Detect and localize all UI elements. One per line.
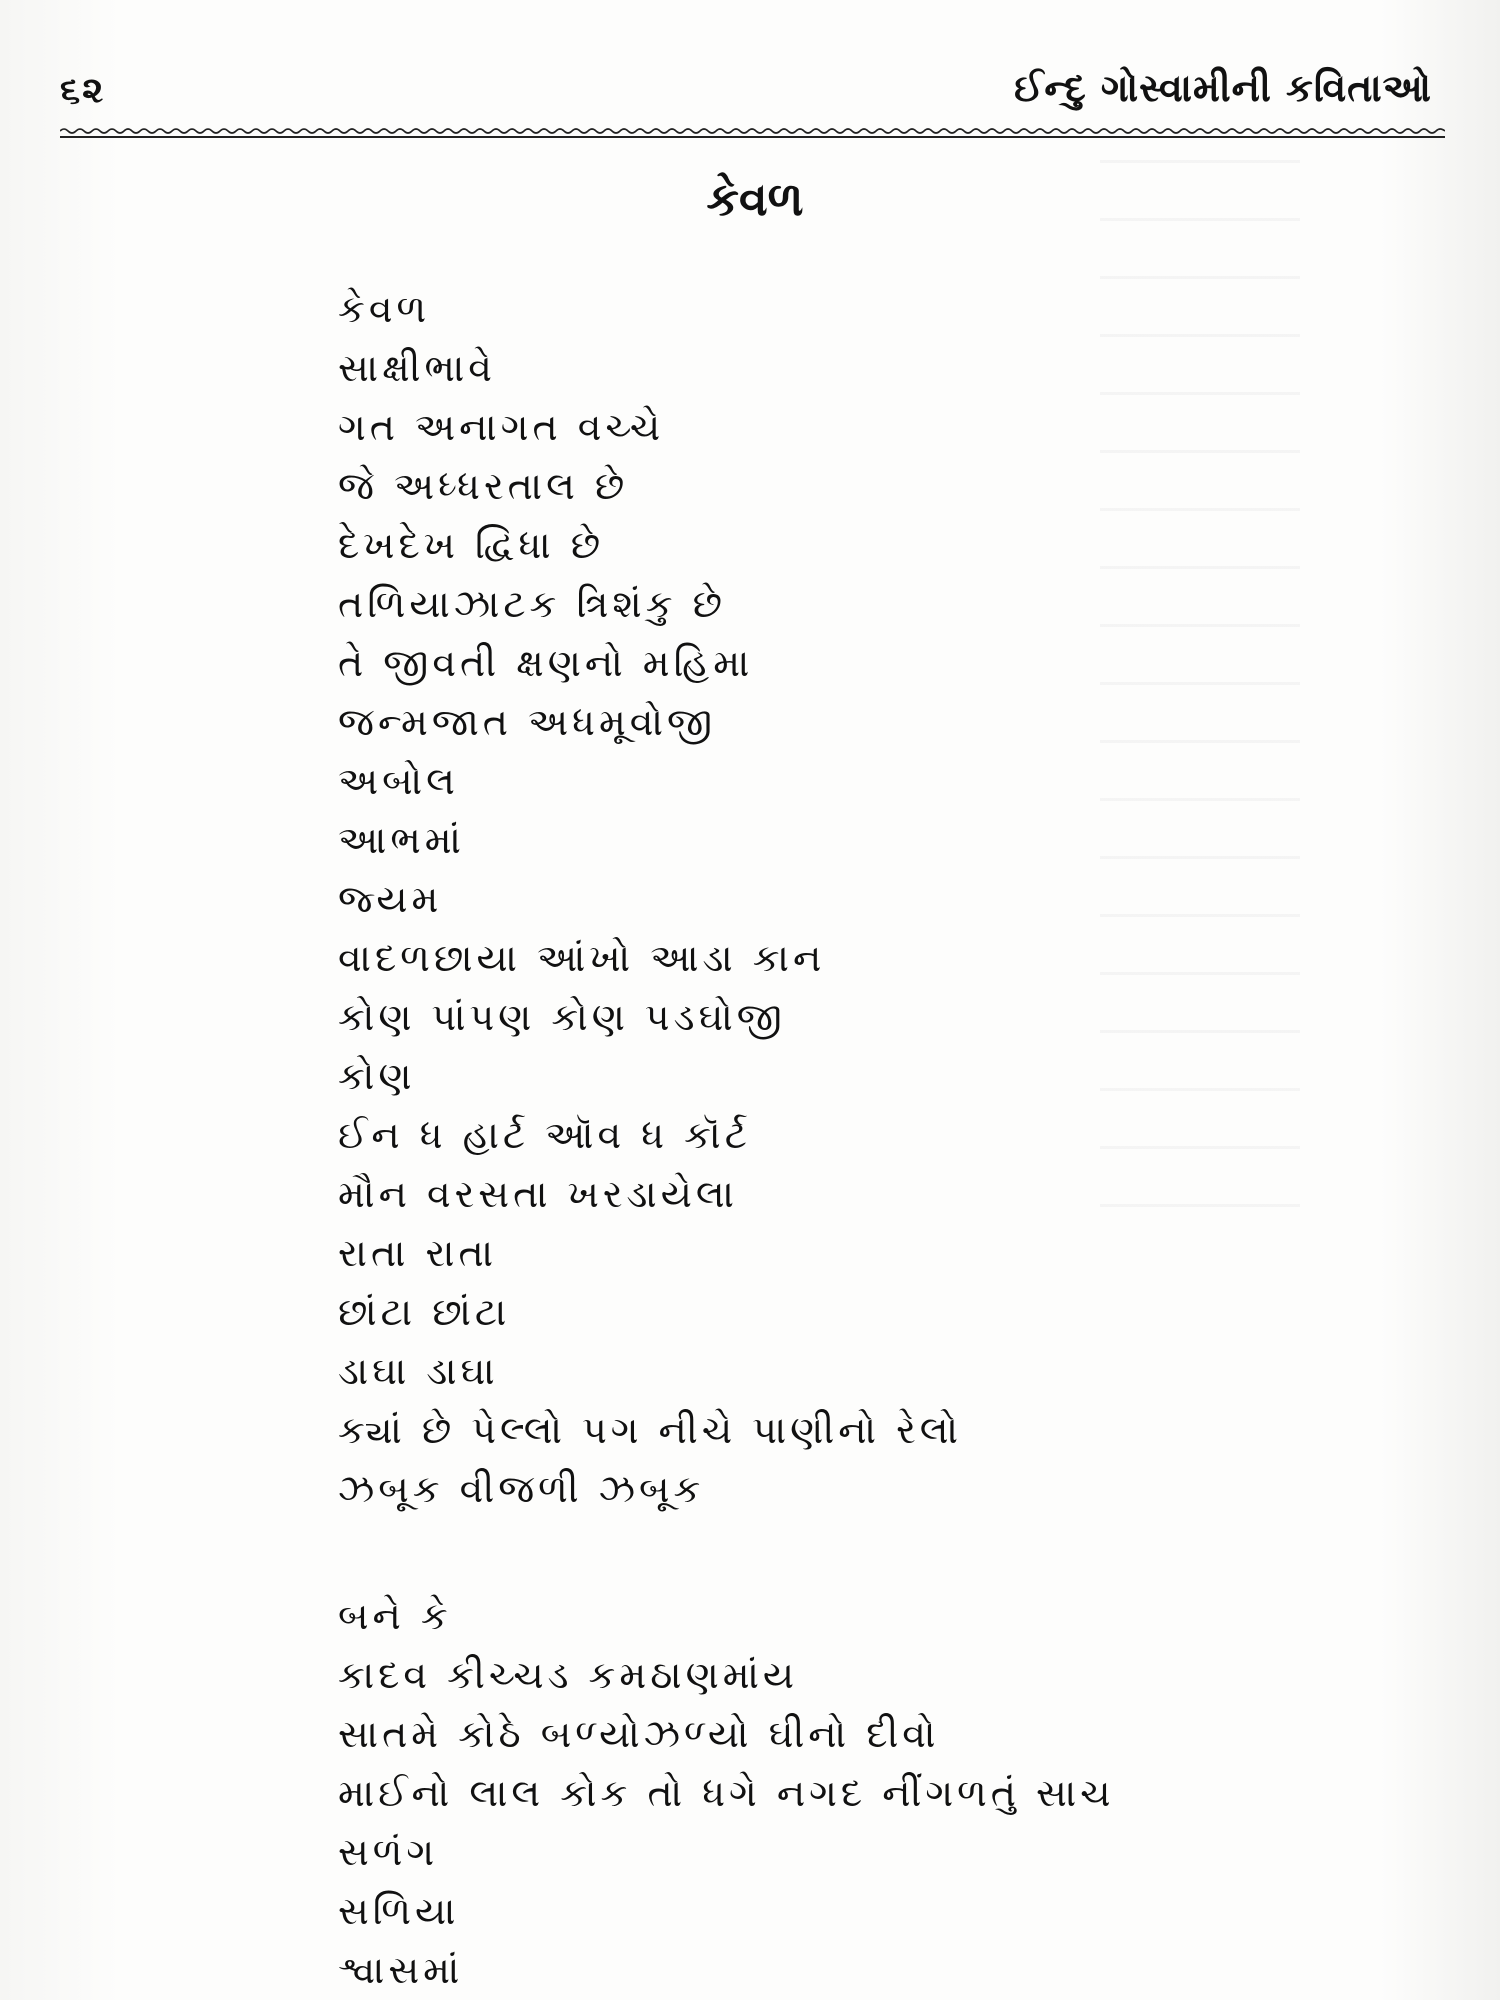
poem-line: વાદળછાયા આંખો આડા કાન [338,936,826,980]
poem-line: મૌન વરસતા ખરડાયેલા [338,1172,738,1216]
poem-line: સળિયા [338,1889,460,1933]
poem-body [338,280,1438,2000]
poem-line: તળિયાઝાટક ત્રિશંકુ છે [338,582,726,626]
poem-title: કેવળ [706,172,804,226]
page-header [60,62,1440,122]
poem-line: જે અધ્ધરતાલ છે [338,464,629,508]
poem-line: કોણ [338,1054,416,1098]
stanza-break [338,1519,1438,1587]
poem-line: છાંટા છાંટા [338,1290,511,1334]
header-wavy-rule [60,126,1445,140]
poem-line: કોણ પાંપણ કોણ પડઘોજી [338,995,786,1039]
poem-line: માઈનો લાલ કોક તો ધગે નગદ નીંગળતું સાચ [338,1771,1115,1815]
poem-line: સાક્ષીભાવે [338,346,496,390]
poem-line: શ્વાસમાં [338,1948,464,1992]
poem-line: ક્યાં છે પેલ્લો પગ નીચે પાણીનો રેલો [338,1408,962,1452]
poem-line: કાદવ કીચ્ચડ કમઠાણમાંય [338,1653,799,1697]
poem-line: જ્યમ [338,877,443,921]
poem-line: ઈન ધ હાર્ટ ઑવ ધ કૉર્ટ [338,1113,751,1157]
running-title: ઈન્દુ ગોસ્વામીની કવિતાઓ [1014,66,1432,110]
poem-line: સાતમે કોઠે બળ્યોઝળ્યો ઘીનો દીવો [338,1712,940,1756]
poem-line: તે જીવતી ક્ષણનો મહિમા [338,641,754,685]
poem-line: અબોલ [338,759,459,803]
poem-line: ગત અનાગત વચ્ચે [338,405,665,449]
poem-line: રાતા રાતા [338,1231,497,1275]
page-number: ૬૨ [60,70,106,111]
poem-line: જન્મજાત અધમૂવોજી [338,700,717,744]
poem-line: ડાઘા ડાઘા [338,1349,499,1393]
poem-line: બને કે [338,1594,452,1638]
poem-line: કેવળ [338,287,431,331]
poem-line: દેખદેખ દ્વિધા છે [338,523,605,567]
poem-line: આભમાં [338,818,465,862]
poem-line: ઝબૂક વીજળી ઝબૂક [338,1467,705,1511]
poem-line: સળંગ [338,1830,439,1874]
